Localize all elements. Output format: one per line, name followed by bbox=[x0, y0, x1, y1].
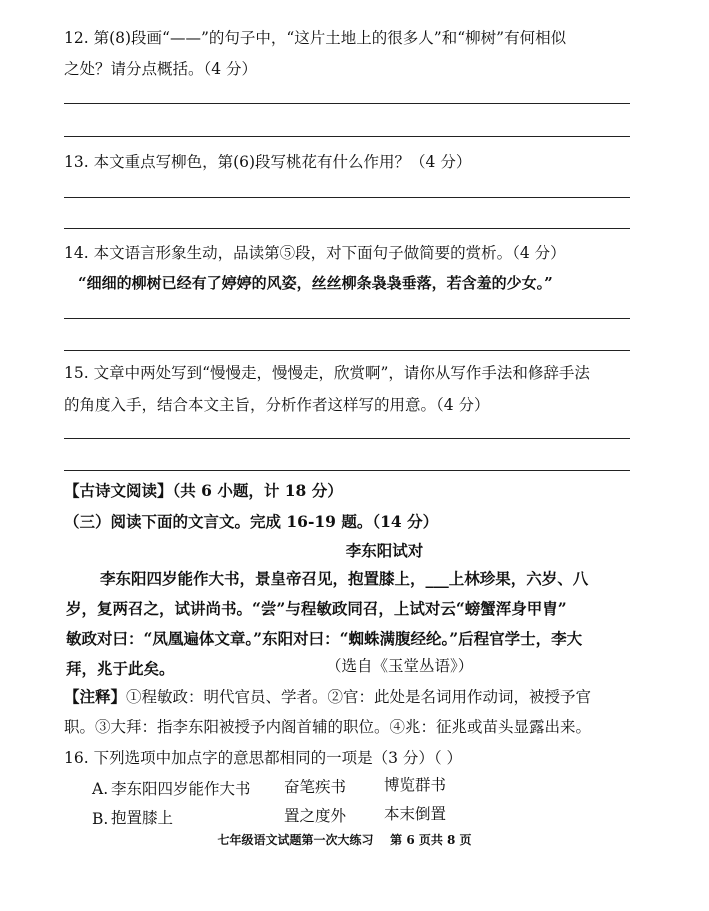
answer-line bbox=[64, 136, 630, 137]
option-a-term-1: 李东阳四岁能作大书 bbox=[111, 780, 251, 798]
answer-line bbox=[64, 438, 630, 439]
question-12-line-1: 12. 第(8)段画“——”的句子中，“这片土地上的很多人”和“柳树”有何相似 bbox=[64, 29, 567, 47]
option-a-term-3: 博览群书 bbox=[384, 776, 447, 794]
option-b-letter: B. bbox=[92, 810, 109, 828]
passage-line-1: 李东阳四岁能作大书，景皇帝召见，抱置膝上，___上林珍果，六岁、八 bbox=[100, 569, 589, 588]
question-14-line-1: 14. 本文语言形象生动，品读第⑤段，对下面句子做简要的赏析。（4 分） bbox=[64, 244, 566, 262]
passage-line-3: 敏政对曰：“凤凰遍体文章。”东阳对曰：“蜘蛛满腹经纶。”后程官学士，李大 bbox=[66, 629, 583, 648]
option-b-term-1: 抱置膝上 bbox=[111, 809, 174, 827]
question-13-line-1: 13. 本文重点写柳色，第(6)段写桃花有什么作用？（4 分） bbox=[64, 153, 472, 171]
notes-line-1 bbox=[64, 687, 591, 707]
question-16-stem: 16. 下列选项中加点字的意思都相同的一项是（3 分）（ ） bbox=[64, 749, 463, 767]
passage-title: 李东阳试对 bbox=[345, 541, 424, 560]
question-15-line-2: 的角度入手，结合本文主旨，分析作者这样写的用意。（4 分） bbox=[64, 396, 490, 414]
answer-line bbox=[64, 318, 630, 319]
page-footer: 七年级语文试题第一次大练习 第 6 页共 8 页 bbox=[217, 833, 472, 847]
answer-line bbox=[64, 197, 630, 198]
answer-line bbox=[64, 470, 630, 471]
answer-line bbox=[64, 228, 630, 229]
question-12-line-2: 之处？请分点概括。（4 分） bbox=[64, 60, 258, 78]
section-header: 【古诗文阅读】（共 6 小题，计 18 分） bbox=[64, 481, 343, 500]
notes-text-1: ①程敏政：明代官员、学者。②官：此处是名词用作动词，被授予官 bbox=[126, 688, 592, 706]
question-15-line-1: 15. 文章中两处写到“慢慢走，慢慢走，欣赏啊”，请你从写作手法和修辞手法 bbox=[64, 364, 590, 382]
notes-label: 【注释】 bbox=[64, 687, 127, 706]
option-a-letter: A. bbox=[92, 780, 109, 798]
question-14-quote: “细细的柳树已经有了婷婷的风姿，丝丝柳条袅袅垂落，若含羞的少女。” bbox=[78, 274, 553, 292]
answer-line bbox=[64, 350, 630, 351]
passage-line-4: 拜，兆于此矣。 bbox=[66, 659, 175, 678]
answer-line bbox=[64, 103, 630, 104]
passage-source: （选自《玉堂丛语》） bbox=[326, 657, 474, 675]
option-b-term-3: 本末倒置 bbox=[384, 805, 447, 823]
option-a-term-2: 奋笔疾书 bbox=[284, 778, 347, 796]
passage-line-2: 岁，复两召之，试讲尚书。“尝”与程敏政同召，上试对云“螃蟹浑身甲胄” bbox=[66, 599, 567, 618]
option-b-term-2: 置之度外 bbox=[284, 807, 347, 825]
section-subheader: （三）阅读下面的文言文。完成 16-19 题。（14 分） bbox=[64, 512, 439, 531]
notes-line-2: 职。③大拜：指李东阳被授予内阁首辅的职位。④兆：征兆或苗头显露出来。 bbox=[64, 718, 592, 736]
